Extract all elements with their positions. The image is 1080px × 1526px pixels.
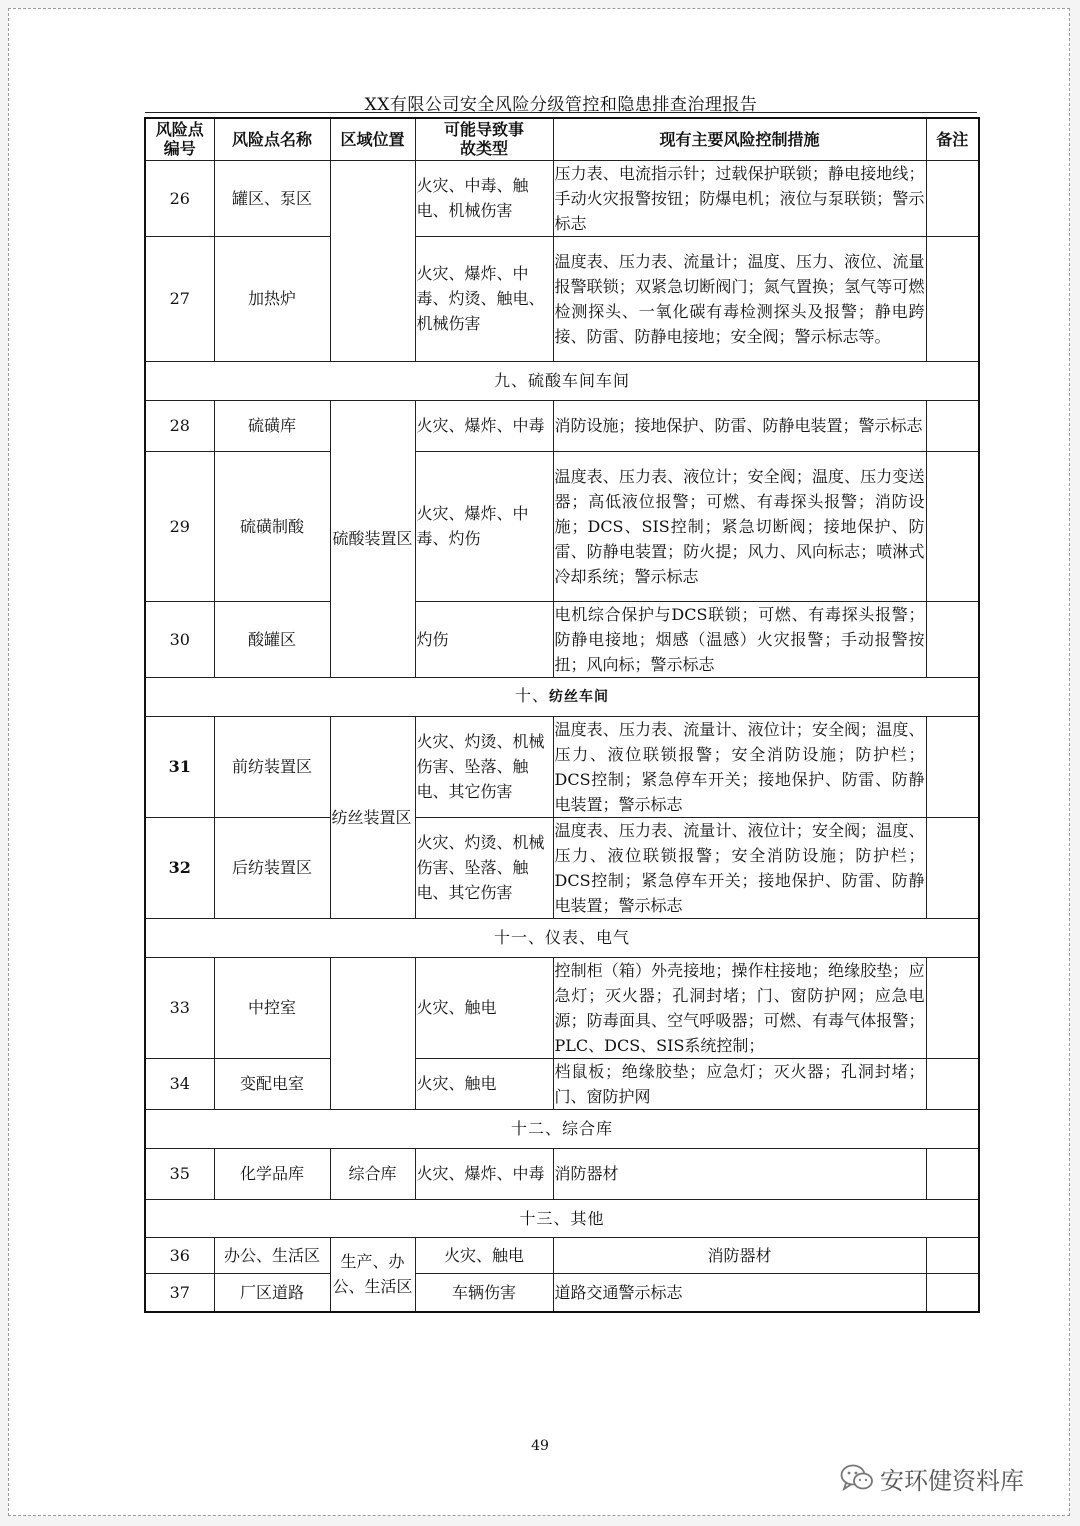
control-measures: 压力表、电流指示针；过载保护联锁；静电接地线；手动火灾报警按钮；防爆电机；液位与泵联锁；警示标志 [553,160,926,236]
note-cell [926,400,979,451]
title-underline [145,112,977,113]
section-title: 十一、仪表、电气 [145,918,979,957]
area-cell: 生产、办公、生活区 [330,1237,415,1312]
risk-id: 31 [145,716,214,817]
note-cell [926,1148,979,1199]
table-row [145,236,979,361]
header-control-measures: 现有主要风险控制措施 [553,118,926,160]
accident-type: 火灾、灼烫、机械伤害、坠落、触电、其它伤害 [415,716,553,817]
section-title: 十二、综合库 [145,1109,979,1148]
risk-name: 罐区、泵区 [214,160,330,236]
table-row [145,601,979,677]
table-header-row [145,118,979,160]
table-row [145,160,979,236]
note-cell [926,957,979,1058]
risk-name: 硫磺库 [214,400,330,451]
table-row [145,1058,979,1109]
wechat-icon [840,1464,874,1492]
accident-type: 火灾、灼烫、机械伤害、坠落、触电、其它伤害 [415,817,553,918]
table-row [145,1273,979,1312]
control-measures: 消防器材 [553,1148,926,1199]
table-row [145,451,979,601]
section-row [145,677,979,716]
accident-type: 火灾、爆炸、中毒 [415,400,553,451]
note-cell [926,236,979,361]
risk-name: 后纺装置区 [214,817,330,918]
section-title: 十三、其他 [145,1199,979,1237]
area-cell: 硫酸装置区 [330,400,415,677]
watermark [840,1458,1024,1498]
risk-name: 硫磺制酸 [214,451,330,601]
area-cell [330,957,415,1109]
control-measures: 温度表、压力表、流量计、液位计；安全阀；温度、压力、液位联锁报警；安全消防设施；防护栏；DCS控制；紧急停车开关；接地保护、防雷、防静电装置；警示标志 [553,716,926,817]
section-row [145,918,979,957]
section-title: 九、硫酸车间车间 [145,361,979,400]
note-cell [926,1237,979,1273]
accident-type: 火灾、爆炸、中毒、灼伤 [415,451,553,601]
risk-name: 办公、生活区 [214,1237,330,1273]
risk-id: 36 [145,1237,214,1273]
risk-id: 30 [145,601,214,677]
watermark-text: 安环健资料库 [880,1466,1024,1495]
accident-type: 火灾、爆炸、中毒、灼烫、触电、机械伤害 [415,236,553,361]
section-row [145,1109,979,1148]
accident-type: 火灾、爆炸、中毒 [415,1148,553,1199]
table-row [145,716,979,817]
control-measures: 电机综合保护与DCS联锁；可燃、有毒探头报警；防静电接地；烟感（温感）火灾报警；手动报警按扭；风向标；警示标志 [553,601,926,677]
control-measures: 温度表、压力表、液位计；安全阀；温度、压力变送器；高低液位报警；可燃、有毒探头报警；消防设施；DCS、SIS控制；紧急切断阀；接地保护、防雷、防静电装置；防火提；风力、风向标志；喷淋式冷却系统；警示标志 [553,451,926,601]
control-measures: 消防设施；接地保护、防雷、防静电装置；警示标志 [553,400,926,451]
area-cell: 纺丝装置区 [330,716,415,918]
risk-control-table [144,117,980,1313]
risk-id: 32 [145,817,214,918]
accident-type: 火灾、触电 [415,1058,553,1109]
risk-id: 34 [145,1058,214,1109]
accident-type: 火灾、触电 [415,957,553,1058]
note-cell [926,1273,979,1312]
risk-id: 35 [145,1148,214,1199]
risk-name: 化学品库 [214,1148,330,1199]
table-row [145,817,979,918]
control-measures: 档鼠板；绝缘胶垫；应急灯；灭火器；孔洞封堵；门、窗防护网 [553,1058,926,1109]
section-row [145,361,979,400]
risk-id: 26 [145,160,214,236]
section-title: 十、纺丝车间 [145,677,979,716]
section-row [145,1199,979,1237]
risk-id: 29 [145,451,214,601]
note-cell [926,1058,979,1109]
accident-type: 灼伤 [415,601,553,677]
control-measures: 消防器材 [553,1237,926,1273]
area-cell: 综合库 [330,1148,415,1199]
note-cell [926,160,979,236]
risk-name: 前纺装置区 [214,716,330,817]
control-measures: 道路交通警示标志 [553,1273,926,1312]
risk-name: 酸罐区 [214,601,330,677]
header-risk-id: 风险点 编号 [145,118,214,160]
note-cell [926,601,979,677]
table-row [145,957,979,1058]
accident-type: 车辆伤害 [415,1273,553,1312]
risk-id: 28 [145,400,214,451]
accident-type: 火灾、中毒、触电、机械伤害 [415,160,553,236]
risk-name: 加热炉 [214,236,330,361]
risk-id: 33 [145,957,214,1058]
risk-id: 27 [145,236,214,361]
control-measures: 温度表、压力表、流量计、液位计；安全阀；温度、压力、液位联锁报警；安全消防设施；防护栏；DCS控制；紧急停车开关；接地保护、防雷、防静电装置；警示标志 [553,817,926,918]
table-row [145,1237,979,1273]
note-cell [926,817,979,918]
table-row [145,1148,979,1199]
risk-id: 37 [145,1273,214,1312]
header-note: 备注 [926,118,979,160]
accident-type: 火灾、触电 [415,1237,553,1273]
header-accident-type: 可能导致事 故类型 [415,118,553,160]
risk-name: 中控室 [214,957,330,1058]
control-measures: 温度表、压力表、流量计；温度、压力、液位、流量报警联锁；双紧急切断阀门；氮气置换；氢气等可燃检测探头、一氧化碳有毒检测探头及报警；静电跨接、防雷、防静电接地；安全阀；警示标志等。 [553,236,926,361]
report-title: XX有限公司安全风险分级管控和隐患排查治理报告 [364,95,758,115]
control-measures: 控制柜（箱）外壳接地；操作柱接地；绝缘胶垫；应急灯；灭火器；孔洞封堵；门、窗防护网；应急电源；防毒面具、空气呼吸器；可燃、有毒气体报警；PLC、DCS、SIS系统控制； [553,957,926,1058]
page-number: 49 [531,1438,549,1454]
risk-name: 变配电室 [214,1058,330,1109]
header-risk-name: 风险点名称 [214,118,330,160]
note-cell [926,716,979,817]
area-cell [330,160,415,361]
risk-name: 厂区道路 [214,1273,330,1312]
header-area: 区域位置 [330,118,415,160]
note-cell [926,451,979,601]
table-row [145,400,979,451]
